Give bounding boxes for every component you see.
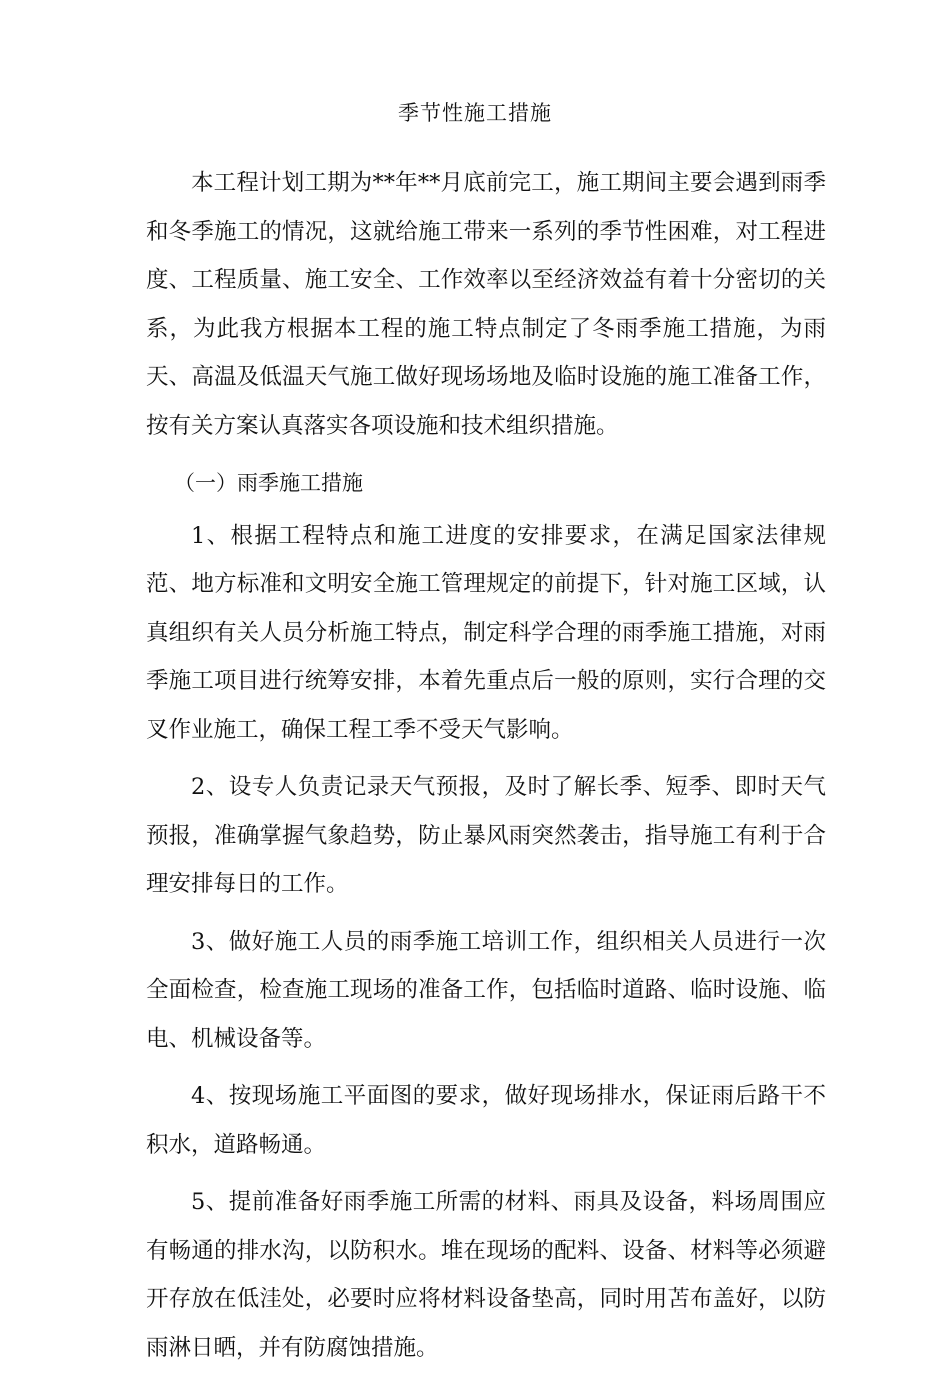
list-item: 1、根据工程特点和施工进度的安排要求，在满足国家法律规范、地方标准和文明安全施工管理规定的前提下，针对施工区域，认真组织有关人员分析施工特点，制定科学合理的雨季施工措施，对雨季施工项目进行统筹安排，本着先重点后一般的原则，实行合理的交叉作业施工，确保工程工季不受天气影响。: [146, 522, 826, 743]
section-heading: （一）雨季施工措施: [174, 471, 363, 495]
document-body: [146, 159, 826, 1381]
list-item: 4、按现场施工平面图的要求，做好现场排水，保证雨后路干不积水，道路畅通。: [146, 1083, 826, 1158]
list-item: 2、设专人负责记录天气预报，及时了解长季、短季、即时天气预报，准确掌握气象趋势，防止暴风雨突然袭击，指导施工有利于合理安排每日的工作。: [146, 774, 826, 897]
list-item: 5、提前准备好雨季施工所需的材料、雨具及设备，料场周围应有畅通的排水沟，以防积水。堆在现场的配料、设备、材料等必须避开存放在低洼处，必要时应将材料设备垫高，同时用苫布盖好，以防雨淋日晒，并有防腐蚀措施。: [146, 1189, 826, 1361]
document-title: 季节性施工措施: [398, 101, 552, 125]
intro-paragraph: 本工程计划工期为**年**月底前完工，施工期间主要会遇到雨季和冬季施工的情况，这就给施工带来一系列的季节性困难，对工程进度、工程质量、施工安全、工作效率以至经济效益有着十分密切的关系，为此我方根据本工程的施工特点制定了冬雨季施工措施，为雨天、高温及低温天气施工做好现场场地及临时设施的施工准备工作，按有关方案认真落实各项设施和技术组织措施。: [146, 170, 826, 439]
list-item: 3、做好施工人员的雨季施工培训工作，组织相关人员进行一次全面检查，检查施工现场的准备工作，包括临时道路、临时设施、临电、机械设备等。: [146, 928, 826, 1052]
